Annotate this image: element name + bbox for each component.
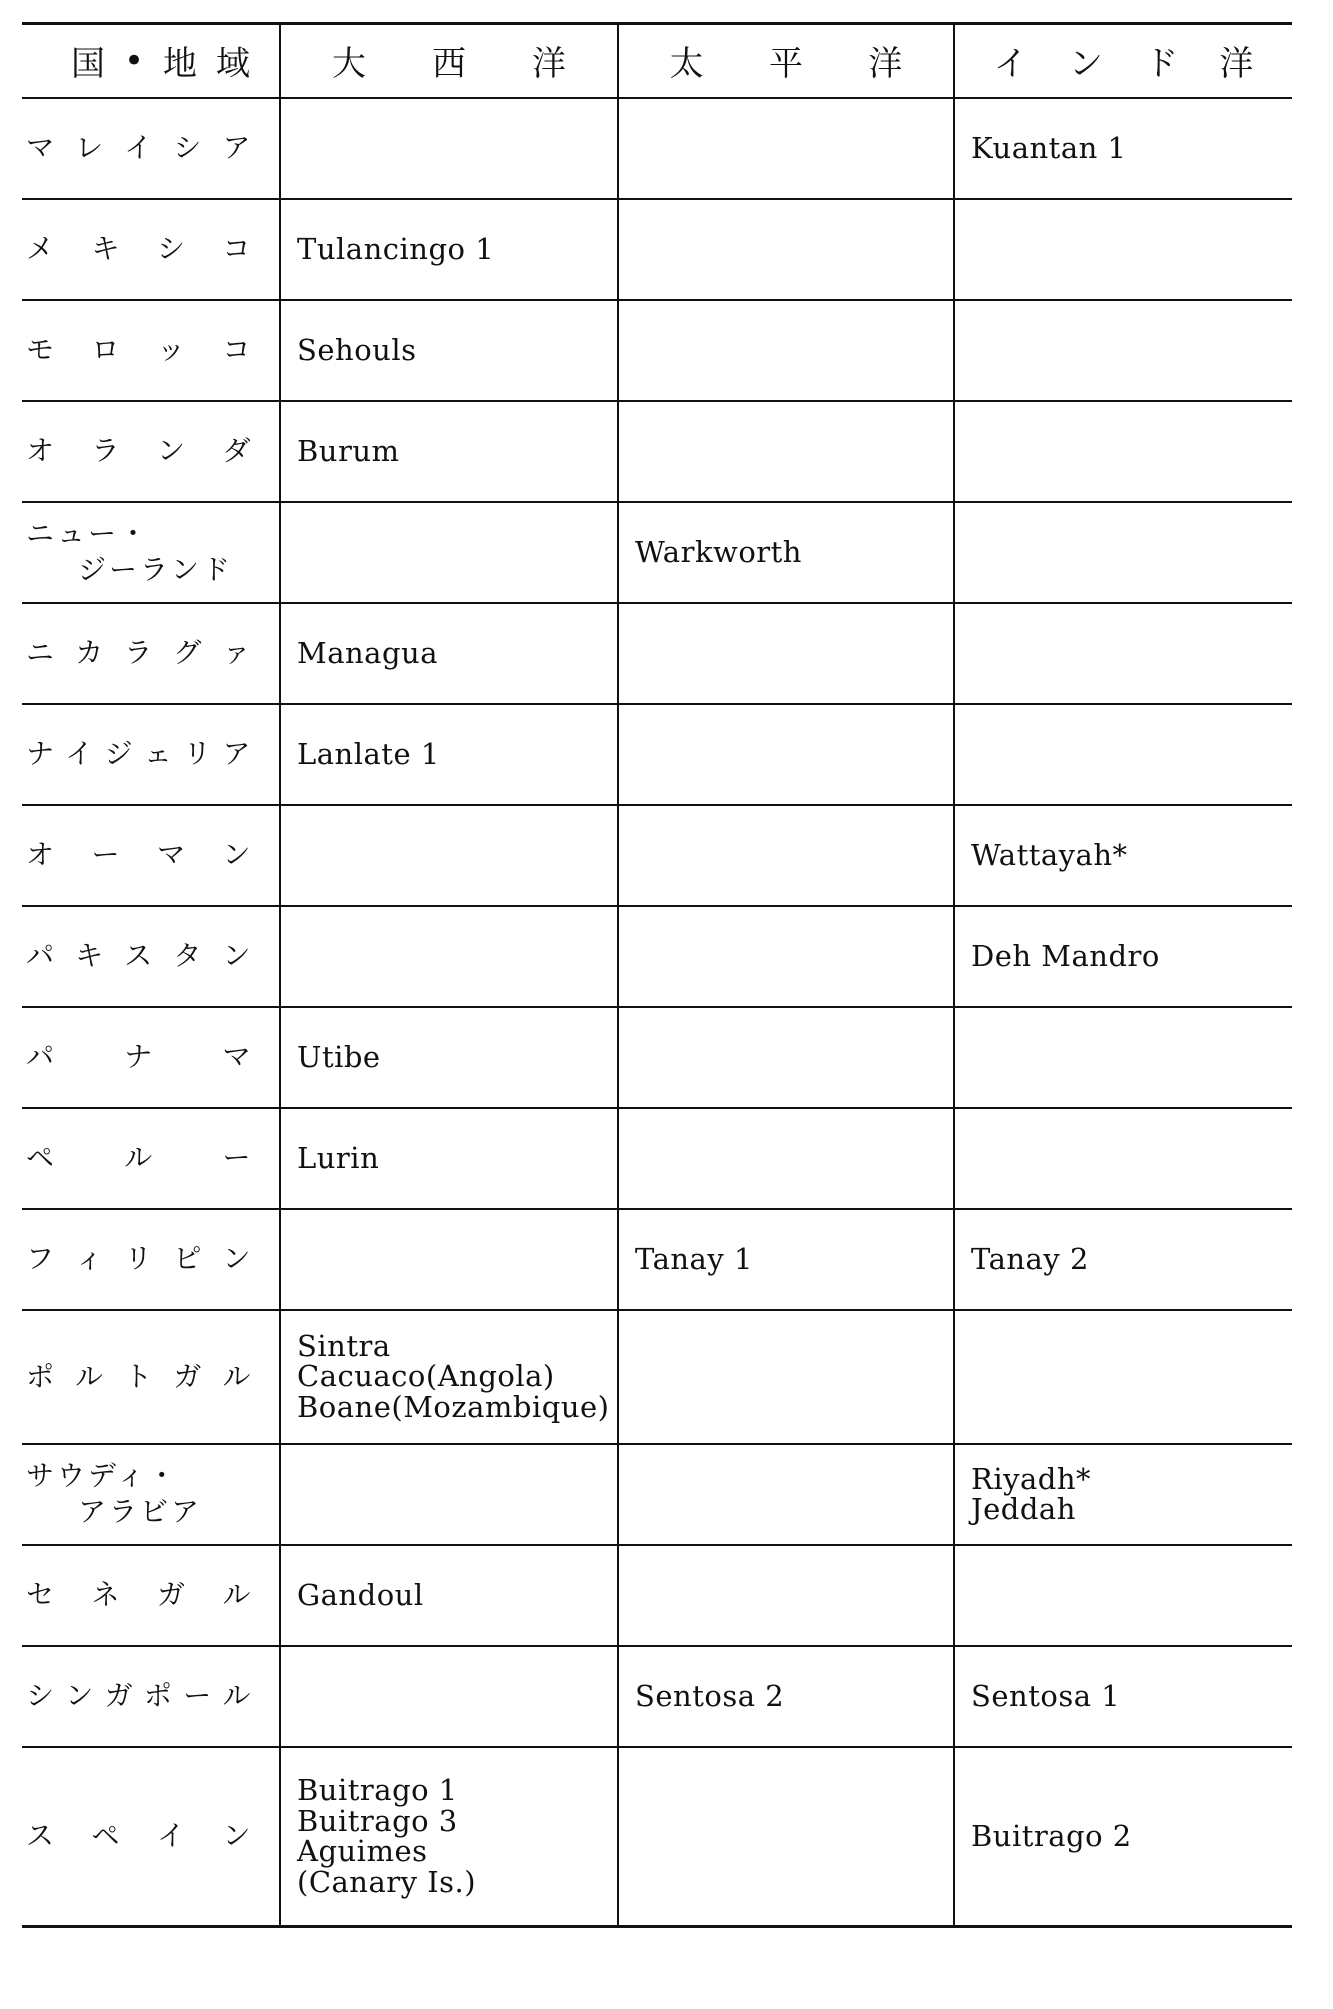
station-name: Riyadh*	[971, 1461, 1092, 1496]
country-name-char: パ	[26, 939, 55, 972]
station-list	[297, 1577, 617, 1612]
table-header	[22, 24, 1292, 98]
header-char: 太	[669, 44, 704, 85]
header-atlantic-chars	[281, 36, 617, 85]
station-name: Lurin	[297, 1140, 380, 1175]
country-name-char: ス	[124, 939, 153, 972]
station-name: Tanay 1	[635, 1241, 753, 1276]
country-cell	[22, 300, 280, 401]
country-name-char: カ	[75, 636, 104, 669]
country-name-char: ル	[124, 1141, 153, 1174]
country-name-char: ッ	[156, 333, 186, 366]
country-name-char: ガ	[104, 1679, 134, 1712]
country-cell	[22, 199, 280, 300]
country-name-char: シ	[173, 131, 202, 164]
country-name-char: モ	[26, 333, 55, 366]
atlantic-cell	[280, 1209, 618, 1310]
atlantic-cell	[280, 906, 618, 1007]
country-name-char: キ	[91, 232, 120, 265]
country-name	[26, 1578, 251, 1611]
country-name-char: シ	[26, 1679, 55, 1712]
station-name: Managua	[297, 635, 438, 670]
country-cell	[22, 906, 280, 1007]
station-list	[297, 736, 617, 771]
country-name-char: オ	[26, 838, 55, 871]
indian-cell	[954, 1646, 1292, 1747]
country-name-char: リ	[124, 1242, 153, 1275]
country-name-char: ル	[75, 1359, 104, 1393]
country-name-char: コ	[222, 333, 251, 366]
country-name-char: ネ	[91, 1578, 120, 1611]
country-name-char: ナ	[124, 1040, 153, 1073]
table-row	[22, 1545, 1292, 1646]
atlantic-cell	[280, 805, 618, 906]
pacific-cell	[618, 704, 954, 805]
country-name-char: セ	[26, 1578, 55, 1611]
station-name: Sentosa 1	[971, 1678, 1121, 1713]
country-cell	[22, 805, 280, 906]
table-row	[22, 502, 1292, 603]
header-pacific	[618, 24, 954, 98]
header-pacific-chars	[619, 36, 953, 85]
atlantic-cell	[280, 1747, 618, 1927]
indian-cell	[954, 199, 1292, 300]
country-cell	[22, 1310, 280, 1444]
country-name-char: ガ	[173, 1359, 202, 1393]
indian-cell	[954, 300, 1292, 401]
station-name: Tanay 2	[971, 1241, 1089, 1276]
header-char: イ	[993, 44, 1028, 85]
table-row	[22, 1108, 1292, 1209]
header-char: 洋	[532, 44, 566, 85]
station-name: Sentosa 2	[635, 1678, 785, 1713]
station-list	[297, 332, 617, 367]
station-list	[297, 1328, 617, 1424]
station-list	[971, 1241, 1292, 1276]
station-name: Utibe	[297, 1039, 381, 1074]
atlantic-cell	[280, 98, 618, 199]
station-list	[297, 433, 617, 468]
table-row	[22, 300, 1292, 401]
country-name-char: ン	[65, 1679, 94, 1712]
country-name-char: ー	[222, 1141, 251, 1174]
atlantic-cell	[280, 199, 618, 300]
pacific-cell	[618, 906, 954, 1007]
pacific-cell	[618, 1108, 954, 1209]
country-name-char: ル	[222, 1679, 251, 1712]
indian-cell	[954, 98, 1292, 199]
pacific-cell	[618, 1545, 954, 1646]
country-name-char: ト	[124, 1359, 153, 1393]
country-name-char: ン	[222, 838, 251, 871]
station-list	[297, 635, 617, 670]
atlantic-cell	[280, 1108, 618, 1209]
station-list	[297, 231, 617, 266]
country-name-char: ラ	[124, 636, 153, 669]
country-name	[26, 1458, 251, 1531]
station-name: Gandoul	[297, 1577, 424, 1612]
table-row	[22, 603, 1292, 704]
indian-cell	[954, 1444, 1292, 1545]
station-list	[297, 1775, 617, 1897]
country-name-char: リ	[183, 737, 212, 770]
indian-cell	[954, 1747, 1292, 1927]
indian-cell	[954, 1310, 1292, 1444]
indian-cell	[954, 704, 1292, 805]
station-name: Kuantan 1	[971, 130, 1127, 165]
country-name-char: ラ	[91, 434, 120, 467]
atlantic-cell	[280, 502, 618, 603]
country-name-char: ナ	[26, 737, 55, 770]
country-name-char: フ	[26, 1242, 55, 1275]
country-name-char: マ	[26, 131, 55, 164]
country-name-char: ー	[91, 838, 120, 871]
station-name: Jeddah	[971, 1492, 1076, 1526]
station-name: Aguimes	[297, 1834, 428, 1869]
country-name	[26, 131, 251, 164]
indian-cell	[954, 502, 1292, 603]
header-char: 地	[163, 44, 198, 85]
header-char: 平	[768, 44, 803, 85]
country-name	[26, 516, 251, 589]
country-name	[26, 838, 251, 871]
country-name-char: グ	[173, 636, 202, 669]
table-row	[22, 1310, 1292, 1444]
header-country	[22, 24, 280, 98]
country-cell	[22, 401, 280, 502]
country-cell	[22, 1545, 280, 1646]
country-name	[26, 1359, 251, 1393]
table-row	[22, 1444, 1292, 1545]
country-name	[26, 1679, 251, 1712]
country-name-char: ガ	[156, 1578, 186, 1611]
station-list	[635, 534, 953, 569]
country-name-line: アラビア	[78, 1495, 203, 1528]
country-name-char: シ	[156, 232, 186, 265]
header-country-chars	[22, 36, 279, 85]
country-name-char: ェ	[143, 737, 173, 770]
country-name-char: ル	[222, 1359, 251, 1393]
header-char: 洋	[1219, 44, 1254, 85]
header-char: 西	[432, 44, 466, 85]
country-name-char: パ	[26, 1040, 55, 1073]
country-name	[26, 1141, 251, 1174]
indian-cell	[954, 906, 1292, 1007]
header-char: ン	[1068, 44, 1103, 85]
station-name: Cacuaco(Angola)	[297, 1359, 555, 1394]
country-name	[26, 1819, 251, 1853]
country-cell	[22, 1747, 280, 1927]
country-name	[26, 333, 251, 366]
country-name-line: サウディ・	[26, 1458, 179, 1492]
indian-cell	[954, 603, 1292, 704]
country-name-char: キ	[75, 939, 104, 972]
country-cell	[22, 1209, 280, 1310]
header-atlantic	[280, 24, 618, 98]
station-name: Buitrago 2	[971, 1819, 1132, 1854]
country-cell	[22, 603, 280, 704]
country-name	[26, 1040, 251, 1073]
pacific-cell	[618, 401, 954, 502]
station-name: Buitrago 3	[297, 1803, 458, 1838]
table-body	[22, 98, 1292, 1927]
country-name-char: タ	[173, 939, 202, 972]
pacific-cell	[618, 805, 954, 906]
station-name: Sehouls	[297, 332, 417, 367]
station-list	[635, 1678, 953, 1713]
header-char: 大	[332, 44, 366, 85]
station-list	[971, 837, 1292, 872]
country-name-char: コ	[222, 232, 251, 265]
header-char: •	[123, 40, 145, 81]
station-name: Boane(Mozambique)	[297, 1389, 610, 1424]
station-list	[971, 130, 1292, 165]
atlantic-cell	[280, 603, 618, 704]
country-name-char: マ	[156, 838, 186, 871]
country-name-char: ペ	[26, 1141, 55, 1174]
country-cell	[22, 98, 280, 199]
country-name-char: ン	[156, 434, 186, 467]
table-row	[22, 1646, 1292, 1747]
country-name-line: ジーランド	[78, 553, 234, 586]
country-name-char: ピ	[173, 1242, 202, 1275]
table-row	[22, 805, 1292, 906]
country-cell	[22, 704, 280, 805]
pacific-cell	[618, 1747, 954, 1927]
country-name-line: ニュー・	[26, 516, 151, 550]
pacific-cell	[618, 1007, 954, 1108]
country-name-char: イ	[124, 131, 153, 164]
station-list	[297, 1140, 617, 1175]
atlantic-cell	[280, 1545, 618, 1646]
country-name-char: ァ	[222, 636, 251, 669]
station-list	[297, 1039, 617, 1074]
station-name: Buitrago 1	[297, 1773, 458, 1808]
country-name-char: ポ	[143, 1679, 173, 1712]
header-char: ド	[1144, 44, 1179, 85]
header-char: 域	[216, 44, 250, 85]
indian-cell	[954, 401, 1292, 502]
pacific-cell	[618, 98, 954, 199]
table-row	[22, 906, 1292, 1007]
country-name	[26, 939, 251, 972]
country-name-char: メ	[26, 232, 55, 265]
station-name: Sintra	[297, 1328, 391, 1363]
country-name-char: ン	[222, 1819, 251, 1853]
country-name	[26, 636, 251, 669]
station-name: Tulancingo 1	[297, 231, 495, 266]
station-list	[971, 1461, 1292, 1526]
country-name	[26, 737, 251, 770]
station-list	[971, 1678, 1292, 1713]
atlantic-cell	[280, 1646, 618, 1747]
country-name-char: ダ	[222, 434, 251, 467]
country-name-char: ア	[222, 131, 251, 164]
table-row	[22, 401, 1292, 502]
atlantic-cell	[280, 401, 618, 502]
header-char: 国	[70, 44, 105, 85]
pacific-cell	[618, 603, 954, 704]
country-cell	[22, 1444, 280, 1545]
country-cell	[22, 1646, 280, 1747]
country-name-char: ー	[183, 1679, 212, 1712]
country-name-char: ア	[222, 737, 251, 770]
country-name-char: ニ	[26, 636, 55, 669]
country-name-char: オ	[26, 434, 55, 467]
country-name	[26, 434, 251, 467]
station-list	[971, 1819, 1292, 1854]
country-name-char: ィ	[75, 1242, 104, 1275]
country-name-char: イ	[65, 737, 94, 770]
country-name-char: マ	[222, 1040, 251, 1073]
country-cell	[22, 1007, 280, 1108]
station-name: Deh Mandro	[971, 938, 1160, 973]
country-name-char: ル	[222, 1578, 251, 1611]
station-name: Lanlate 1	[297, 736, 440, 771]
station-name: Warkworth	[635, 534, 802, 569]
country-name	[26, 232, 251, 265]
country-cell	[22, 1108, 280, 1209]
station-list	[635, 1241, 953, 1276]
atlantic-cell	[280, 704, 618, 805]
pacific-cell	[618, 1444, 954, 1545]
country-name-char: レ	[75, 131, 104, 164]
pacific-cell	[618, 199, 954, 300]
country-name-char: ジ	[104, 737, 134, 770]
pacific-cell	[618, 1646, 954, 1747]
country-name-char: ポ	[26, 1359, 55, 1393]
country-name-char: ロ	[91, 333, 120, 366]
indian-cell	[954, 1007, 1292, 1108]
header-indian	[954, 24, 1292, 98]
indian-cell	[954, 1545, 1292, 1646]
earth-station-table	[22, 22, 1292, 1928]
country-name-char: イ	[156, 1819, 186, 1853]
pacific-cell	[618, 502, 954, 603]
station-table-sheet	[22, 22, 1292, 1928]
station-name: Wattayah*	[971, 837, 1128, 872]
country-name-char: ン	[222, 939, 251, 972]
header-row	[22, 24, 1292, 98]
table-row	[22, 1209, 1292, 1310]
atlantic-cell	[280, 1007, 618, 1108]
pacific-cell	[618, 1310, 954, 1444]
country-name-char: ス	[26, 1819, 55, 1853]
pacific-cell	[618, 1209, 954, 1310]
country-name-char: ペ	[91, 1819, 120, 1853]
header-char: 洋	[868, 44, 903, 85]
indian-cell	[954, 1108, 1292, 1209]
header-indian-chars	[955, 36, 1292, 85]
country-name	[26, 1242, 251, 1275]
atlantic-cell	[280, 1444, 618, 1545]
station-list	[971, 938, 1292, 973]
indian-cell	[954, 805, 1292, 906]
station-name: (Canary Is.)	[297, 1864, 477, 1899]
table-row	[22, 199, 1292, 300]
station-name: Burum	[297, 433, 400, 468]
table-row	[22, 1007, 1292, 1108]
pacific-cell	[618, 300, 954, 401]
atlantic-cell	[280, 1310, 618, 1444]
table-row	[22, 1747, 1292, 1927]
table-row	[22, 704, 1292, 805]
country-cell	[22, 502, 280, 603]
indian-cell	[954, 1209, 1292, 1310]
atlantic-cell	[280, 300, 618, 401]
table-row	[22, 98, 1292, 199]
country-name-char: ン	[222, 1242, 251, 1275]
